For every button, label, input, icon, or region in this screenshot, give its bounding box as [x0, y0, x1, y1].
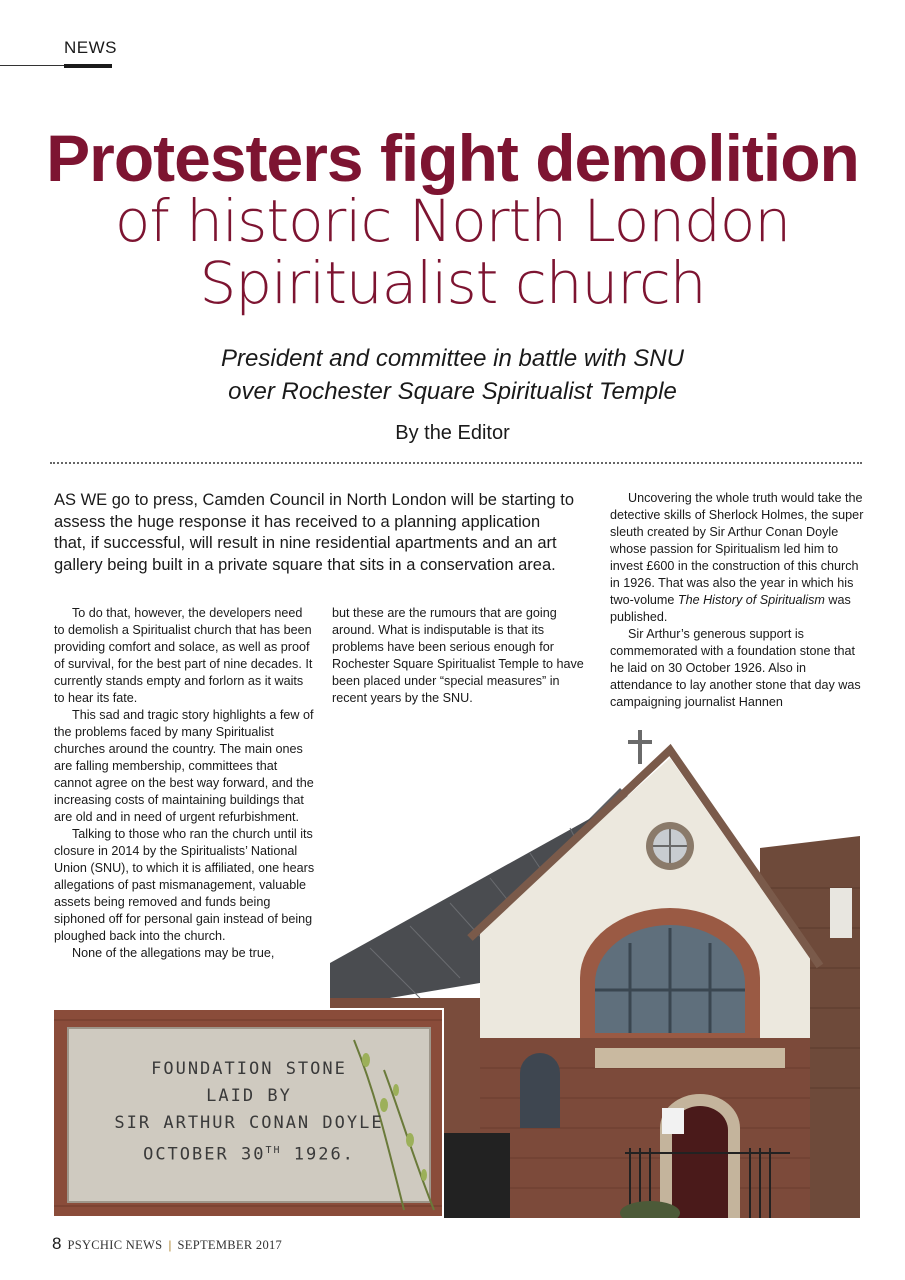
inscription-line-1: FOUNDATION STONE — [151, 1059, 347, 1079]
article-column-1 — [54, 605, 316, 962]
col1-paragraph-4: None of the allegations may be true, — [72, 946, 275, 960]
publication-name: PSYCHIC NEWS — [67, 1238, 163, 1252]
footer-separator: | — [168, 1238, 172, 1252]
col1-paragraph-2: This sad and tragic story highlights a few of the problems faced by many Spiritualist churches around the country. The main ones are falling membership, committees that cannot agree on the best way forward, and the increasing costs of maintaining buildings that are old and in need of urgent refurbishment. — [54, 708, 314, 824]
issue-date: SEPTEMBER 2017 — [177, 1238, 283, 1252]
col3-paragraph-1 — [610, 490, 866, 626]
intro-paragraph: AS WE go to press, Camden Council in North London will be starting to assess the huge response it has received to a planning application that, if successful, will result in nine residential apartments and an art gallery being built in a private square that sits in a conservation area. — [54, 491, 575, 574]
inscription-line-3: SIR ARTHUR CONAN DOYLE — [114, 1113, 384, 1133]
dotted-divider — [50, 462, 862, 464]
col3-paragraph-2: Sir Arthur’s generous support is commemorated with a foundation stone that he laid on 30 October 1926. Also in attendance to lay another stone that day was campaigning journalist Hannen — [610, 627, 861, 709]
standfirst-line-1: President and committee in battle with SNU — [221, 345, 684, 372]
article-column-2 — [332, 605, 594, 707]
section-rule-thick — [64, 64, 112, 68]
col3-paragraph-1-text: Uncovering the whole truth would take the detective skills of Sherlock Holmes, the super sleuth created by Sir Arthur Conan Doyle whose passion for Spiritualism led him to invest £600 in the construction of this church in 1926. That was also the year in which his two-volume — [610, 491, 864, 607]
page-number: 8 — [52, 1234, 62, 1253]
page-footer — [52, 1234, 282, 1254]
col3-paragraph-1-end: was published. — [610, 593, 851, 624]
col1-paragraph-1: To do that, however, the developers need to demolish a Spiritualist church that has been providing comfort and solace, as well as proof of survival, for the best part of nine decades. It currently stands empty and forlorn as it waits to hear its fate. — [54, 606, 313, 705]
col1-paragraph-3: Talking to those who ran the church until its closure in 2014 by the Spiritualists’ National Union (SNU), to which it is affiliated, one hears allegations of past mismanagement, valuable assets being removed and funds being siphoned off for personal gain instead of being ploughed back into the church. — [54, 827, 315, 943]
article-column-3 — [610, 490, 866, 711]
book-title: The History of Spiritualism — [677, 593, 825, 607]
foundation-stone-inscription — [68, 1056, 430, 1169]
inscription-year: 1926. — [293, 1144, 355, 1165]
inscription-date-sup: TH — [265, 1145, 282, 1156]
standfirst — [0, 342, 905, 408]
foundation-stone-photo — [52, 1008, 444, 1218]
inscription-line-4 — [68, 1137, 430, 1169]
headline-light — [0, 187, 905, 317]
col2-paragraph-1: but these are the rumours that are going around. What is indisputable is that its problems have been serious enough for Rochester Square Spiritualist Temple to have been placed under “special measures” in recent years by the SNU. — [332, 606, 584, 705]
headline-light-line-2: Spiritualist church — [199, 249, 706, 317]
inscription-line-2: LAID BY — [206, 1086, 292, 1106]
standfirst-line-2: over Rochester Square Spiritualist Temple — [228, 378, 677, 405]
section-label: NEWS — [64, 38, 117, 57]
byline: By the Editor — [395, 422, 510, 444]
inscription-date: OCTOBER 30 — [143, 1144, 266, 1165]
headline-bold: Protesters fight demolition — [46, 121, 859, 195]
headline-light-line-1: of historic North London — [114, 187, 791, 255]
